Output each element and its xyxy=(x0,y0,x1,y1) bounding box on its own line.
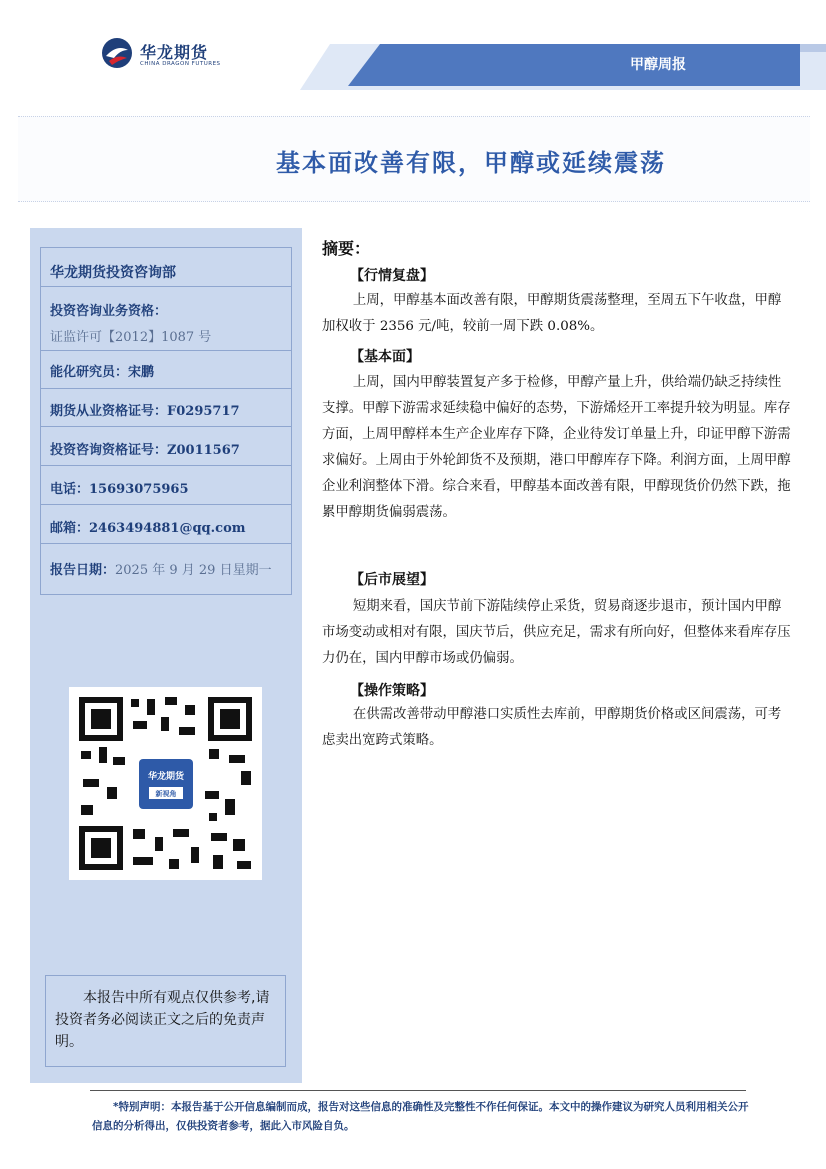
section-text-strategy: 在供需改善带动甲醇港口实质性去库前，甲醇期货价格或区间震荡，可考虑卖出宽跨式策略。 xyxy=(322,707,782,748)
qr-code-icon xyxy=(69,687,262,880)
divider xyxy=(40,543,292,544)
disclaimer-note: 本报告中所有观点仅供参考,请投资者务必阅读正文之后的免责声明。 xyxy=(55,990,270,1050)
footer-divider xyxy=(90,1090,746,1091)
dragon-logo-icon xyxy=(100,36,134,70)
abstract-heading: 摘要： xyxy=(322,239,371,258)
qualification-value: 证监许可【2012】1087 号 xyxy=(50,330,212,345)
logo-text-en: CHINA DRAGON FUTURES xyxy=(140,61,221,67)
qr-center-line2: 新视角 xyxy=(155,790,177,798)
divider xyxy=(40,286,292,287)
section-text-outlook: 短期来看，国庆节前下游陆续停止采货，贸易商逐步退市，预计国内甲醇市场变动或相对有限，国庆节后，供应充足，需求有所向好，但整体来看库存压力仍在，国内甲醇市场或仍偏弱。 xyxy=(322,599,791,666)
divider xyxy=(40,426,292,427)
section-heading-outlook: 【后市展望】 xyxy=(350,572,434,588)
department-name: 华龙期货投资咨询部 xyxy=(50,265,176,281)
footer-statement: *特别声明：本报告基于公开信息编制而成，报告对这些信息的准确性及完整性不作任何保证。本文中的操作建议为研究人员利用相关公开信息的分析得出，仅供投资者参考，据此入市风险自负。 xyxy=(92,1101,749,1132)
futures-cert-value: F0295717 xyxy=(167,404,240,419)
report-title: 基本面改善有限，甲醇或延续震荡 xyxy=(276,149,666,177)
report-type-label: 甲醇周报 xyxy=(630,57,686,73)
email-label: 邮箱： xyxy=(50,521,90,536)
report-date-label: 报告日期： xyxy=(50,563,116,578)
divider xyxy=(40,350,292,351)
divider xyxy=(40,388,292,389)
section-heading-market-review: 【行情复盘】 xyxy=(350,268,434,284)
qr-center-line1: 华龙期货 xyxy=(147,772,185,782)
phone-label: 电话： xyxy=(50,482,90,497)
section-heading-fundamentals: 【基本面】 xyxy=(350,349,420,365)
report-date-value: 2025 年 9 月 29 日星期一 xyxy=(115,563,272,578)
analyst-label: 能化研究员： xyxy=(50,365,129,380)
advisory-cert-value: Z0011567 xyxy=(167,443,240,458)
section-text-market-review: 上周，甲醇基本面改善有限，甲醇期货震荡整理，至周五下午收盘，甲醇加权收于 2356 元/吨，较前一周下跌 0.08%。 xyxy=(322,293,782,334)
futures-cert-label: 期货从业资格证号： xyxy=(50,404,168,419)
analyst-name: 宋鹏 xyxy=(128,365,155,380)
company-logo xyxy=(100,36,240,76)
qualification-label: 投资咨询业务资格： xyxy=(50,304,168,319)
phone-value: 15693075965 xyxy=(89,482,189,497)
section-heading-strategy: 【操作策略】 xyxy=(350,683,434,699)
divider xyxy=(40,465,292,466)
divider xyxy=(40,504,292,505)
email-value[interactable]: 2463494881@qq.com xyxy=(89,521,246,536)
advisory-cert-label: 投资咨询资格证号： xyxy=(50,443,168,458)
section-text-fundamentals: 上周，国内甲醇装置复产多于检修，甲醇产量上升，供给端仍缺乏持续性支撑。甲醇下游需求延续稳中偏好的态势，下游烯烃开工率提升较为明显。库存方面，上周甲醇样本生产企业库存下降，企业待发订单量上升，印证甲醇下游需求偏好。上周由于外轮卸货不及预期，港口甲醇库存下降。利润方面，上周甲醇企业利润整体下滑。综合来看，甲醇基本面改善有限，甲醇现货价仍然下跌，拖累甲醇期货偏弱震荡。 xyxy=(322,375,791,520)
logo-text-cn: 华龙期货 xyxy=(140,43,209,62)
